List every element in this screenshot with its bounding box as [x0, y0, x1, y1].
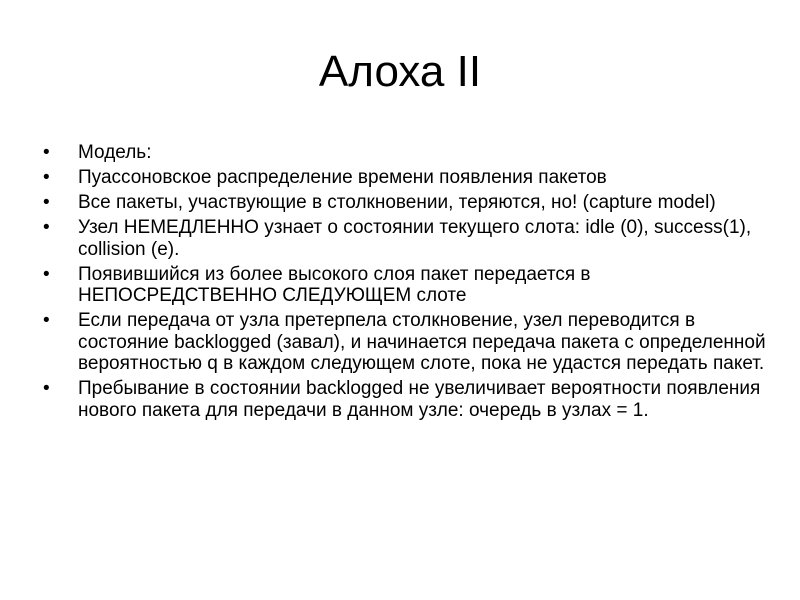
bullet-item-model	[43, 142, 768, 164]
bullet-text: Появившийся из более высокого слоя пакет передается в НЕПОСРЕДСТВЕННО СЛЕДУЮЩЕМ слоте	[78, 263, 591, 306]
bullet-icon: •	[43, 310, 50, 331]
bullet-text: Пребывание в состоянии backlogged не увеличивает вероятности появления нового пакета для передачи в данном узле: очередь в узлах = 1.	[78, 378, 761, 421]
bullet-icon: •	[43, 192, 50, 213]
bullet-text: Пуассоновское распределение времени появления пакетов	[78, 167, 607, 188]
bullet-text: Модель:	[78, 142, 152, 163]
bullet-icon: •	[43, 167, 50, 188]
bullet-text: Если передача от узла претерпела столкновение, узел переводится в состояние backlogged (завал), и начинается передача пакета с определенной вероятностью q в каждом следующем слоте, пока не удастся передать пакет.	[78, 310, 766, 374]
bullet-item-poisson	[43, 167, 768, 189]
bullet-item-backlogged	[43, 310, 768, 375]
bullet-item-slot-state	[43, 217, 768, 260]
bullet-icon: •	[43, 217, 50, 238]
bullet-list	[43, 142, 768, 425]
bullet-text: Все пакеты, участвующие в столкновении, теряются, но! (capture model)	[78, 192, 716, 213]
slide-title: Алоха II	[318, 47, 482, 96]
bullet-item-next-slot	[43, 263, 768, 307]
bullet-icon: •	[43, 263, 50, 285]
bullet-icon: •	[43, 378, 50, 399]
bullet-item-collision-loss	[43, 192, 768, 214]
bullet-item-queue	[43, 378, 768, 421]
bullet-icon: •	[43, 142, 50, 163]
bullet-text: Узел НЕМЕДЛЕННО узнает о состоянии текущего слота: idle (0), success(1), collision (e).	[78, 217, 752, 260]
